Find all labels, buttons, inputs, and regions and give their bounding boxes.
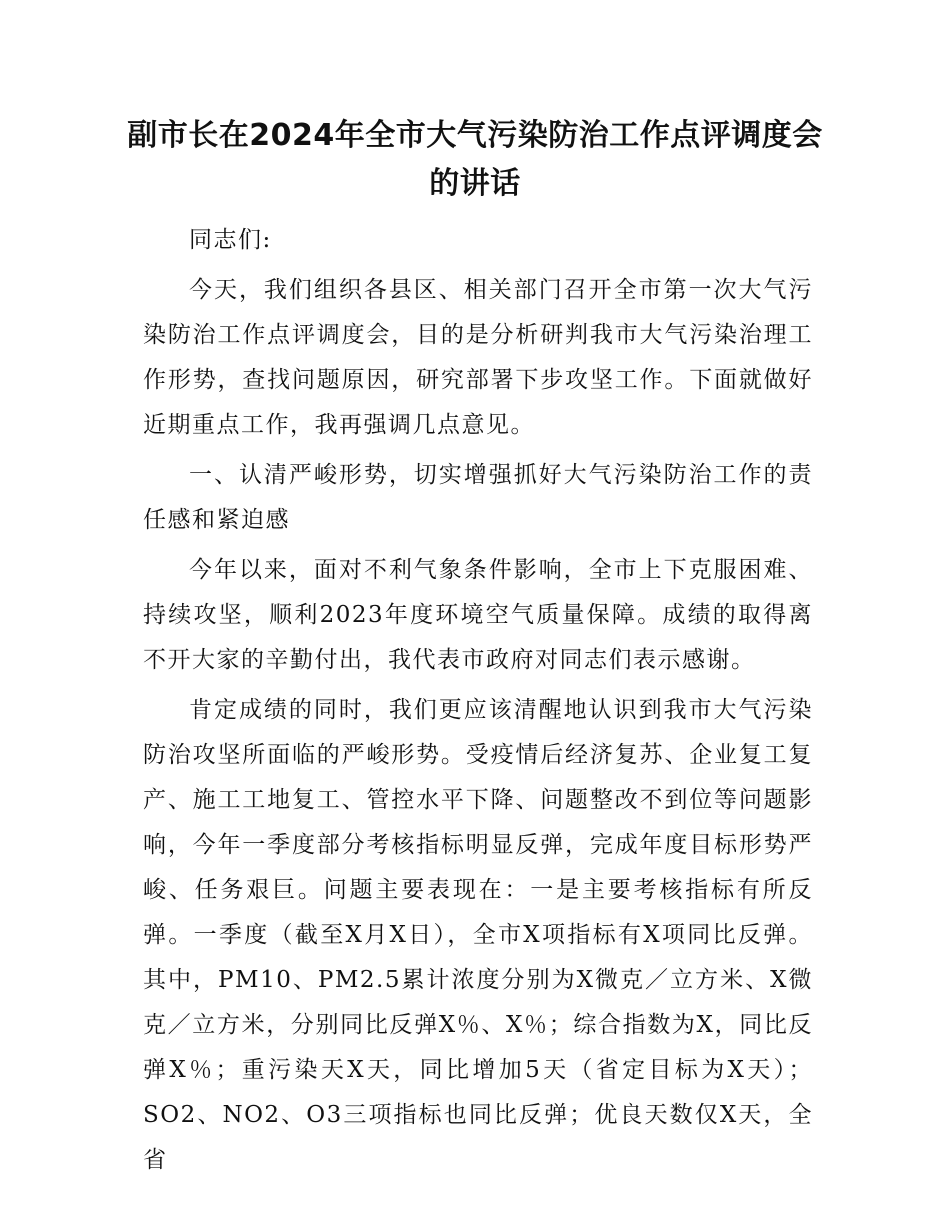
document-title: 副市长在2024年全市大气污染防治工作点评调度会的讲话	[127, 118, 823, 201]
paragraph-intro: 今天，我们组织各县区、相关部门召开全市第一次大气污染防治工作点评调度会，目的是分析研判我市大气污染治理工作形势，查找问题原因，研究部署下步攻坚工作。下面就做好近期重点工作，我再强调几点意见。	[143, 277, 813, 438]
salutation: 同志们:	[189, 227, 272, 253]
section-heading-1: 一、认清严峻形势，切实增强抓好大气污染防治工作的责任感和紧迫感	[143, 462, 813, 533]
paragraph-situation: 肯定成绩的同时，我们更应该清醒地认识到我市大气污染防治攻坚所面临的严峻形势。受疫情后经济复苏、企业复工复产、施工工地复工、管控水平下降、问题整改不到位等问题影响，今年一季度部分考核指标明显反弹，完成年度目标形势严峻、任务艰巨。问题主要表现在：一是主要考核指标有所反弹。一季度（截至X月X日），全市X项指标有X项同比反弹。其中，PM10、PM2.5累计浓度分别为X微克／立方米、X微克／立方米，分别同比反弹X％、X％；综合指数为X，同比反弹X％；重污染天X天，同比增加5天（省定目标为X天）；SO2、NO2、O3三项指标也同比反弹；优良天数仅X天，全省	[143, 697, 813, 1173]
paragraph-achievements: 今年以来，面对不利气象条件影响，全市上下克服困难、持续攻坚，顺利2023年度环境空气质量保障。成绩的取得离不开大家的辛勤付出，我代表市政府对同志们表示感谢。	[143, 557, 813, 673]
document-body	[143, 218, 813, 1188]
